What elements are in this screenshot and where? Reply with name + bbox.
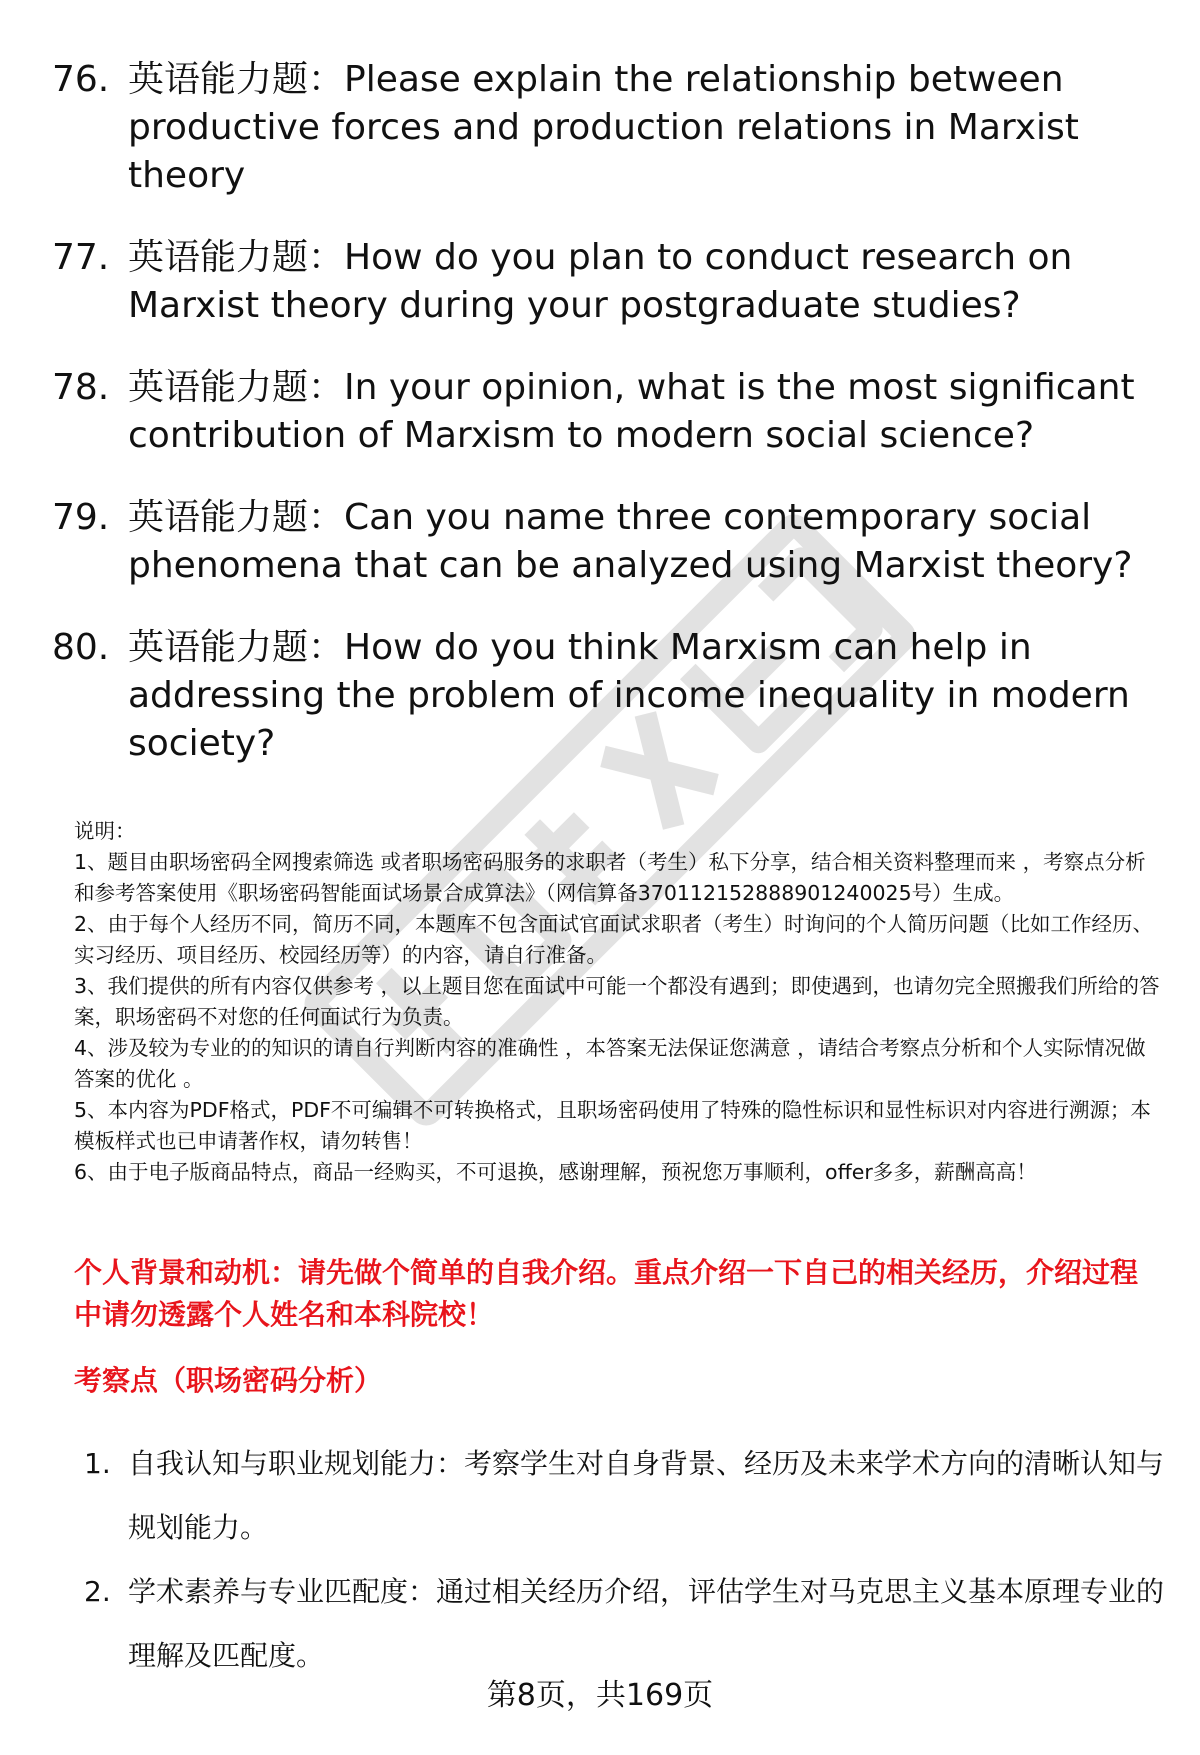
point-number: 2. bbox=[84, 1575, 111, 1608]
question-number: 79. bbox=[52, 497, 110, 538]
analysis-point-2 bbox=[84, 1560, 1164, 1688]
question-number: 80. bbox=[52, 627, 110, 668]
question-number: 76. bbox=[52, 59, 110, 100]
question-text: 英语能力题：How do you plan to conduct research on Marxist theory during your postgraduate studies? bbox=[128, 237, 1073, 326]
question-text: 英语能力题：Can you name three contemporary social phenomena that can be analyzed using Marxist theory? bbox=[128, 497, 1133, 586]
question-item-76 bbox=[52, 56, 1162, 200]
note-item-4: 4、涉及较为专业的的知识的请自行判断内容的准确性 ，本答案无法保证您满意 ，请结合考察点分析和个人实际情况做答案的优化 。 bbox=[74, 1036, 1146, 1091]
section-heading: 个人背景和动机：请先做个简单的自我介绍。重点介绍一下自己的相关经历，介绍过程中请勿透露个人姓名和本科院校！ bbox=[74, 1256, 1139, 1331]
question-text: 英语能力题：In your opinion, what is the most significant contribution of Marxism to modern social science? bbox=[128, 367, 1135, 456]
question-item-78 bbox=[52, 364, 1162, 460]
question-item-77 bbox=[52, 234, 1162, 330]
question-number: 78. bbox=[52, 367, 110, 408]
question-number: 77. bbox=[52, 237, 110, 278]
point-text: 自我认知与职业规划能力：考察学生对自身背景、经历及未来学术方向的清晰认知与规划能力。 bbox=[128, 1447, 1165, 1544]
question-item-79 bbox=[52, 494, 1162, 590]
analysis-point-1 bbox=[84, 1432, 1164, 1560]
page-footer: 第8页，共169页 bbox=[486, 1678, 714, 1713]
analysis-points bbox=[84, 1432, 1164, 1688]
point-number: 1. bbox=[84, 1447, 111, 1480]
note-item-1: 1、题目由职场密码全网搜索筛选 或者职场密码服务的求职者（考生）私下分享，结合相关资料整理而来 ，考察点分析和参考答案使用《职场密码智能面试场景合成算法》（网信算备370112152888901240025号）生成。 bbox=[74, 850, 1146, 905]
note-item-6: 6、由于电子版商品特点，商品一经购买，不可退换，感谢理解，预祝您万事顺利，offer多多，薪酬高高！ bbox=[74, 1160, 1037, 1184]
analysis-heading: 考察点（职场密码分析） bbox=[74, 1364, 383, 1397]
question-item-80 bbox=[52, 624, 1162, 768]
note-item-3: 3、我们提供的所有内容仅供参考 ，以上题目您在面试中可能一个都没有遇到；即使遇到，也请勿完全照搬我们所给的答案，职场密码不对您的任何面试行为负责。 bbox=[74, 974, 1160, 1029]
question-text: 英语能力题：How do you think Marxism can help in addressing the problem of income inequality in modern society? bbox=[128, 627, 1130, 764]
question-list bbox=[52, 56, 1162, 802]
point-text: 学术素养与专业匹配度：通过相关经历介绍，评估学生对马克思主义基本原理专业的理解及匹配度。 bbox=[128, 1575, 1165, 1672]
note-item-2: 2、由于每个人经历不同，简历不同，本题库不包含面试官面试求职者（考生）时询问的个人简历问题（比如工作经历、实习经历、项目经历、校园经历等）的内容，请自行准备。 bbox=[74, 912, 1154, 967]
notes-title: 说明： bbox=[74, 819, 136, 843]
notes-section bbox=[74, 816, 1164, 1188]
question-text: 英语能力题：Please explain the relationship between productive forces and production relations in Marxist theory bbox=[128, 59, 1079, 196]
note-item-5: 5、本内容为PDF格式，PDF不可编辑不可转换格式，且职场密码使用了特殊的隐性标识和显性标识对内容进行溯源；本模板样式也已申请著作权，请勿转售！ bbox=[74, 1098, 1151, 1153]
